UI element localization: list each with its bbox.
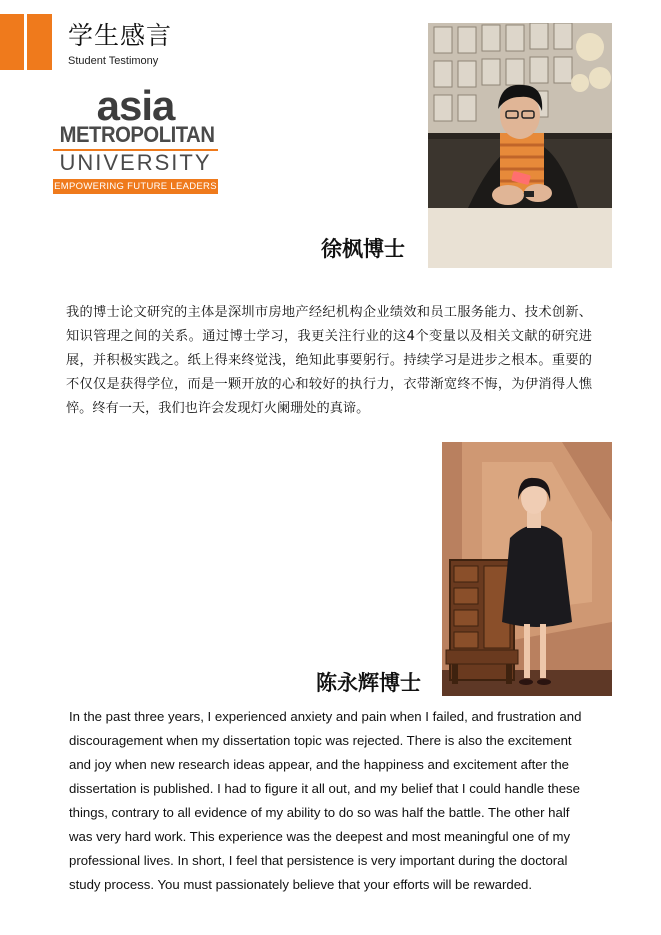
page-subtitle: Student Testimony [68,55,159,67]
testimonial-text-1: 我的博士论文研究的主体是深圳市房地产经纪机构企业绩效和员工服务能力、技术创新、知识管理之间的关系。通过博士学习，我更关注行业的这4个变量以及相关文献的研究进展，并积极实践之。纸上得来终觉浅，绝知此事要躬行。持续学习是进步之根本。重要的不仅仅是获得学位，而是一颗开放的心和较好的执行力，衣带渐宽终不悔，为伊消得人憔悴。终有一天，我们也许会发现灯火阑珊处的真谛。 [66,305,592,416]
logo-word-metropolitan: METROPOLITAN [59,122,215,147]
testimonial-name-1: 徐枫博士 [321,237,405,261]
page-title: 学生感言 [68,21,173,50]
testimonial-photo-1 [428,23,612,268]
photo-illustration [428,23,612,268]
logo-tagline: EMPOWERING FUTURE LEADERS [54,181,217,192]
header-accent-bar [0,14,24,70]
photo-illustration [442,442,612,696]
university-logo [53,82,218,194]
logo-word-university: UNIVERSITY [59,150,212,175]
testimonial-photo-2 [442,442,612,696]
testimonial-name-2: 陈永辉博士 [316,671,421,695]
testimonial-text-2: In the past three years, I experienced anxiety and pain when I failed, and frustration and discouragement when my dissertation topic was rejected. There is also the excitement and joy when new research ideas appear, and the happiness and excitement after the dissertation is published. I had to figure it all out, and my belief that I could handle these things, contrary to all evidence of my ability to do so was half the battle. The other half was very hard work. This experience was the deepest and most meaningful one of my professional lives. In short, I feel that persistence is very important during the doctoral study process. You must passionately believe that your efforts will be rewarded. [69,709,582,892]
logo-word-asia: asia [96,82,175,129]
header-accent-bar [27,14,52,70]
